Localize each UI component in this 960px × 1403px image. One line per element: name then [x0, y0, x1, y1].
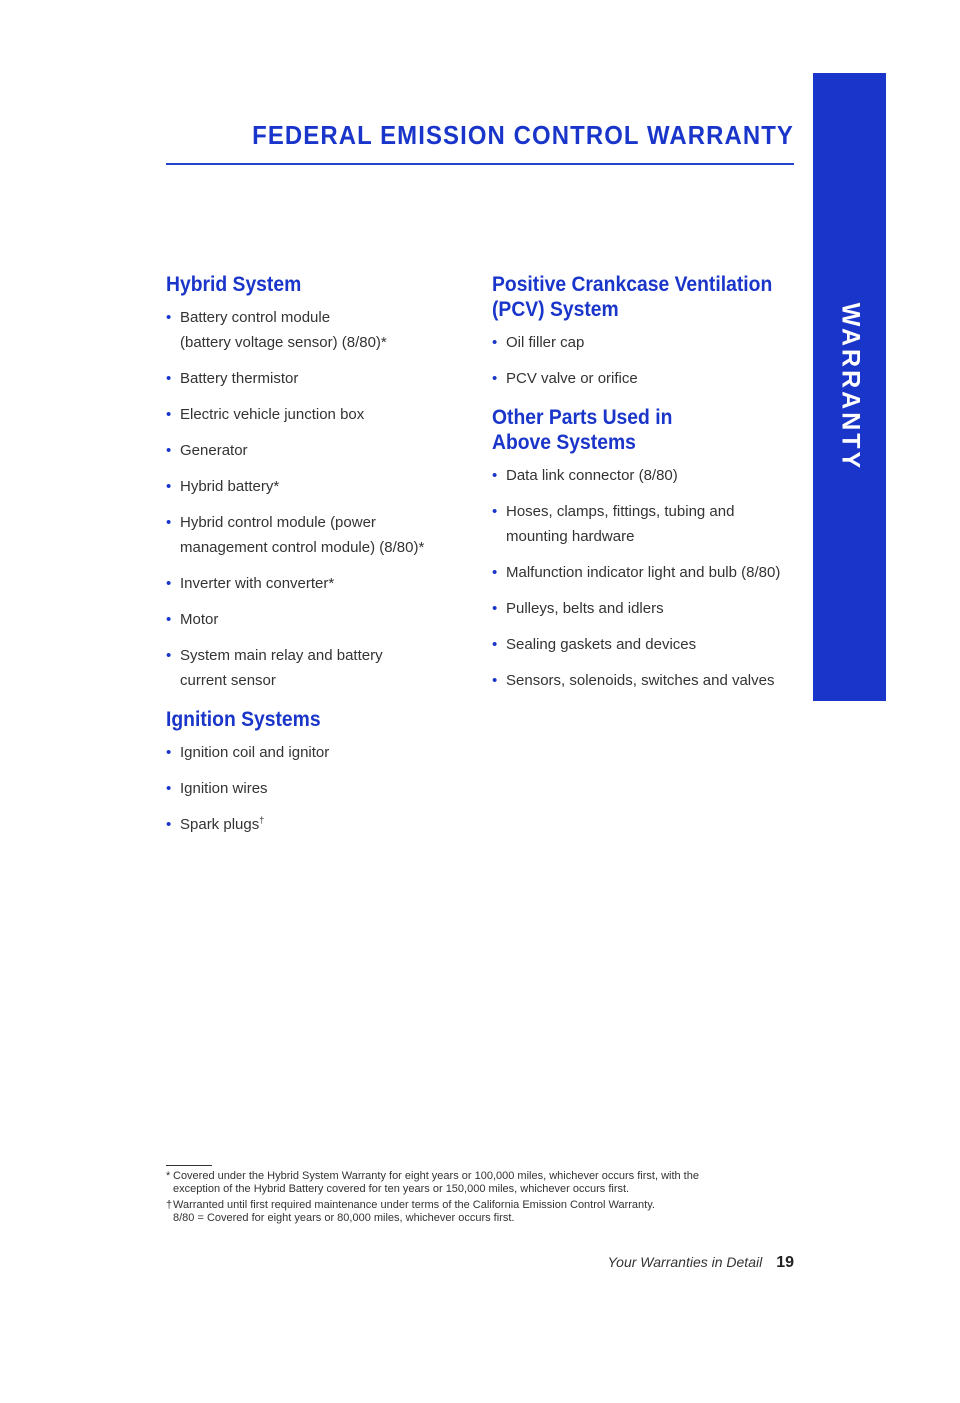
- section-heading-other-parts-line2: Above Systems: [492, 431, 636, 454]
- list-item: • Battery control module (battery voltage sensor) (8/80)*: [166, 305, 466, 355]
- list-item: • Pulleys, belts and idlers: [492, 596, 792, 621]
- bullet-icon: •: [492, 503, 498, 520]
- list-item: • Hybrid control module (power management control module) (8/80)*: [166, 510, 466, 560]
- hybrid-system-list: [166, 305, 466, 693]
- page-title: FEDERAL EMISSION CONTROL WARRANTY: [252, 120, 794, 150]
- section-heading-other-parts-line1: Other Parts Used in: [492, 406, 673, 429]
- bullet-icon: •: [492, 467, 498, 484]
- list-item: • Data link connector (8/80): [492, 463, 792, 488]
- footnote-asterisk: [166, 1170, 766, 1196]
- list-item: • Hybrid battery*: [166, 474, 466, 499]
- bullet-icon: •: [166, 780, 172, 797]
- footnote-text: Warranted until first required maintenance under terms of the California Emission Control Warranty.: [173, 1199, 655, 1211]
- list-item: • Oil filler cap: [492, 330, 792, 355]
- list-item: • Hoses, clamps, fittings, tubing and mounting hardware: [492, 499, 792, 549]
- right-column: [492, 272, 792, 707]
- other-parts-list: [492, 463, 792, 693]
- footnote-text: Covered under the Hybrid System Warranty for eight years or 100,000 miles, whichever occurs first, with the: [173, 1170, 699, 1182]
- bullet-icon: •: [166, 406, 172, 423]
- bullet-icon: •: [166, 442, 172, 459]
- left-column: [166, 272, 466, 851]
- list-item: • System main relay and battery current sensor: [166, 643, 466, 693]
- list-item: • Malfunction indicator light and bulb (8/80): [492, 560, 792, 585]
- page-number: 19: [776, 1254, 794, 1271]
- bullet-icon: •: [166, 370, 172, 387]
- bullet-icon: •: [166, 575, 172, 592]
- list-item: • Electric vehicle junction box: [166, 402, 466, 427]
- list-item: • Ignition coil and ignitor: [166, 740, 466, 765]
- section-heading-pcv-line2: (PCV) System: [492, 298, 619, 321]
- bullet-icon: •: [492, 334, 498, 351]
- list-item: • PCV valve or orifice: [492, 366, 792, 391]
- list-item: • Spark plugs†: [166, 812, 466, 837]
- list-item: • Motor: [166, 607, 466, 632]
- list-item: • Inverter with converter*: [166, 571, 466, 596]
- list-item: • Sensors, solenoids, switches and valves: [492, 668, 792, 693]
- list-item: • Generator: [166, 438, 466, 463]
- footnote-dagger: [166, 1199, 766, 1225]
- title-divider: [166, 163, 794, 165]
- footnote-divider: [166, 1165, 212, 1166]
- footnote-mark: †: [166, 1199, 173, 1211]
- bullet-icon: •: [166, 478, 172, 495]
- bullet-icon: •: [166, 647, 172, 664]
- section-heading-ignition-systems: Ignition Systems: [166, 708, 321, 731]
- footnote-text-cont: 8/80 = Covered for eight years or 80,000 miles, whichever occurs first.: [173, 1212, 515, 1224]
- bullet-icon: •: [166, 309, 172, 326]
- bullet-icon: •: [166, 816, 172, 833]
- bullet-icon: •: [166, 514, 172, 531]
- dagger-mark: †: [259, 815, 265, 825]
- bullet-icon: •: [492, 636, 498, 653]
- bullet-icon: •: [166, 611, 172, 628]
- bullet-icon: •: [492, 600, 498, 617]
- bullet-icon: •: [166, 744, 172, 761]
- side-tab: [813, 73, 886, 701]
- bullet-icon: •: [492, 370, 498, 387]
- list-item: • Battery thermistor: [166, 366, 466, 391]
- list-item: • Ignition wires: [166, 776, 466, 801]
- page-footer: [608, 1254, 794, 1272]
- footnote-text-cont: exception of the Hybrid Battery covered for ten years or 150,000 miles, whichever occurs first.: [173, 1183, 630, 1195]
- list-item: • Sealing gaskets and devices: [492, 632, 792, 657]
- bullet-icon: •: [492, 672, 498, 689]
- footnote-mark: *: [166, 1170, 171, 1182]
- section-heading-hybrid-system: Hybrid System: [166, 273, 302, 296]
- ignition-systems-list: [166, 740, 466, 837]
- section-heading-pcv-line1: Positive Crankcase Ventilation: [492, 273, 773, 296]
- bullet-icon: •: [492, 564, 498, 581]
- side-tab-label: WARRANTY: [836, 302, 864, 472]
- pcv-system-list: [492, 330, 792, 391]
- footnotes: [166, 1170, 766, 1228]
- footer-section-title: Your Warranties in Detail: [607, 1254, 763, 1270]
